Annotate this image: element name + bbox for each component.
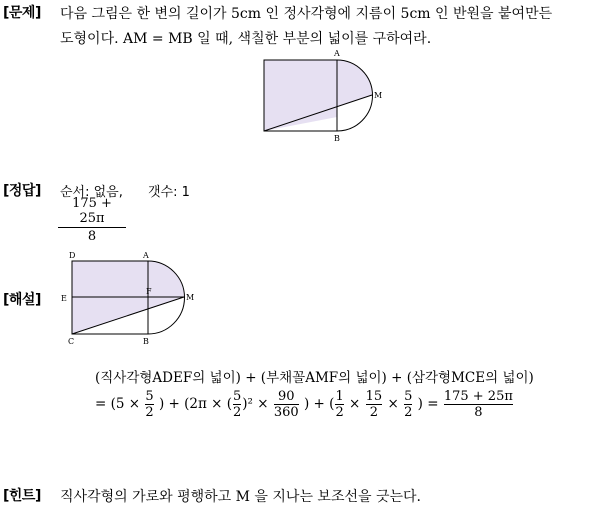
fig2-label-c: C bbox=[68, 337, 75, 346]
eq-frac-3: $\frac{90}{360}$ bbox=[273, 389, 299, 420]
hint-label: [힌트] bbox=[3, 488, 41, 504]
fig2-label-a: A bbox=[143, 251, 149, 260]
fig2-label-f: F bbox=[146, 287, 152, 296]
fig1-label-m: M bbox=[374, 91, 383, 100]
eq-frac-5: $\frac{15}{2}$ bbox=[365, 389, 383, 420]
answer-label: [정답] bbox=[3, 183, 41, 199]
problem-figure bbox=[255, 45, 390, 145]
eq-times-2: × bbox=[387, 396, 399, 412]
answer-order: 순서: 없음, bbox=[60, 185, 123, 200]
solution-label: [해설] bbox=[3, 292, 41, 308]
answer-count: 갯수: 1 bbox=[148, 185, 190, 200]
fig1-label-a: A bbox=[334, 49, 340, 58]
fig2-label-b: B bbox=[143, 337, 149, 346]
fig2-label-d: D bbox=[69, 251, 76, 260]
answer-fraction bbox=[58, 196, 126, 244]
eq-frac-2: $\frac{5}{2}$ bbox=[233, 389, 242, 420]
eq-frac-1: $\frac{5}{2}$ bbox=[145, 389, 154, 420]
problem-text-line1: 다음 그림은 한 변의 길이가 5cm 인 정사각형에 지름이 5cm 인 반원을 붙여만든 bbox=[60, 6, 553, 22]
eq-mid3: ) + ( bbox=[304, 396, 335, 412]
problem-text-line2: 도형이다. AM = MB 일 때, 색칠한 부분의 넓이를 구하여라. bbox=[60, 31, 432, 47]
eq-frac-4: $\frac{1}{2}$ bbox=[335, 389, 344, 420]
answer-denominator: 8 bbox=[87, 229, 97, 244]
eq-times-1: × bbox=[349, 396, 361, 412]
solution-equation bbox=[95, 389, 514, 420]
eq-prefix: = (5 × bbox=[95, 396, 141, 412]
fig2-label-e: E bbox=[61, 294, 67, 303]
fig2-label-m: M bbox=[186, 293, 195, 302]
solution-line1: (직사각형ADEF의 넓이) + (부채꼴AMF의 넓이) + (삼각형MCE의 넓이) bbox=[95, 370, 534, 386]
eq-frac-7: $\frac{175 + 25\pi}{8}$ bbox=[443, 389, 513, 420]
eq-mid2: )² × bbox=[242, 396, 269, 412]
eq-frac-6: $\frac{5}{2}$ bbox=[404, 389, 413, 420]
hint-text: 직사각형의 가로와 평행하고 M 을 지나는 보조선을 긋는다. bbox=[60, 489, 421, 505]
problem-label: [문제] bbox=[3, 5, 41, 21]
eq-mid1: ) + (2π × ( bbox=[158, 396, 232, 412]
answer-numerator: 175 + 25π bbox=[72, 196, 112, 226]
solution-figure bbox=[60, 248, 195, 348]
eq-mid4: ) = bbox=[417, 396, 439, 412]
fig1-label-b: B bbox=[334, 134, 340, 143]
